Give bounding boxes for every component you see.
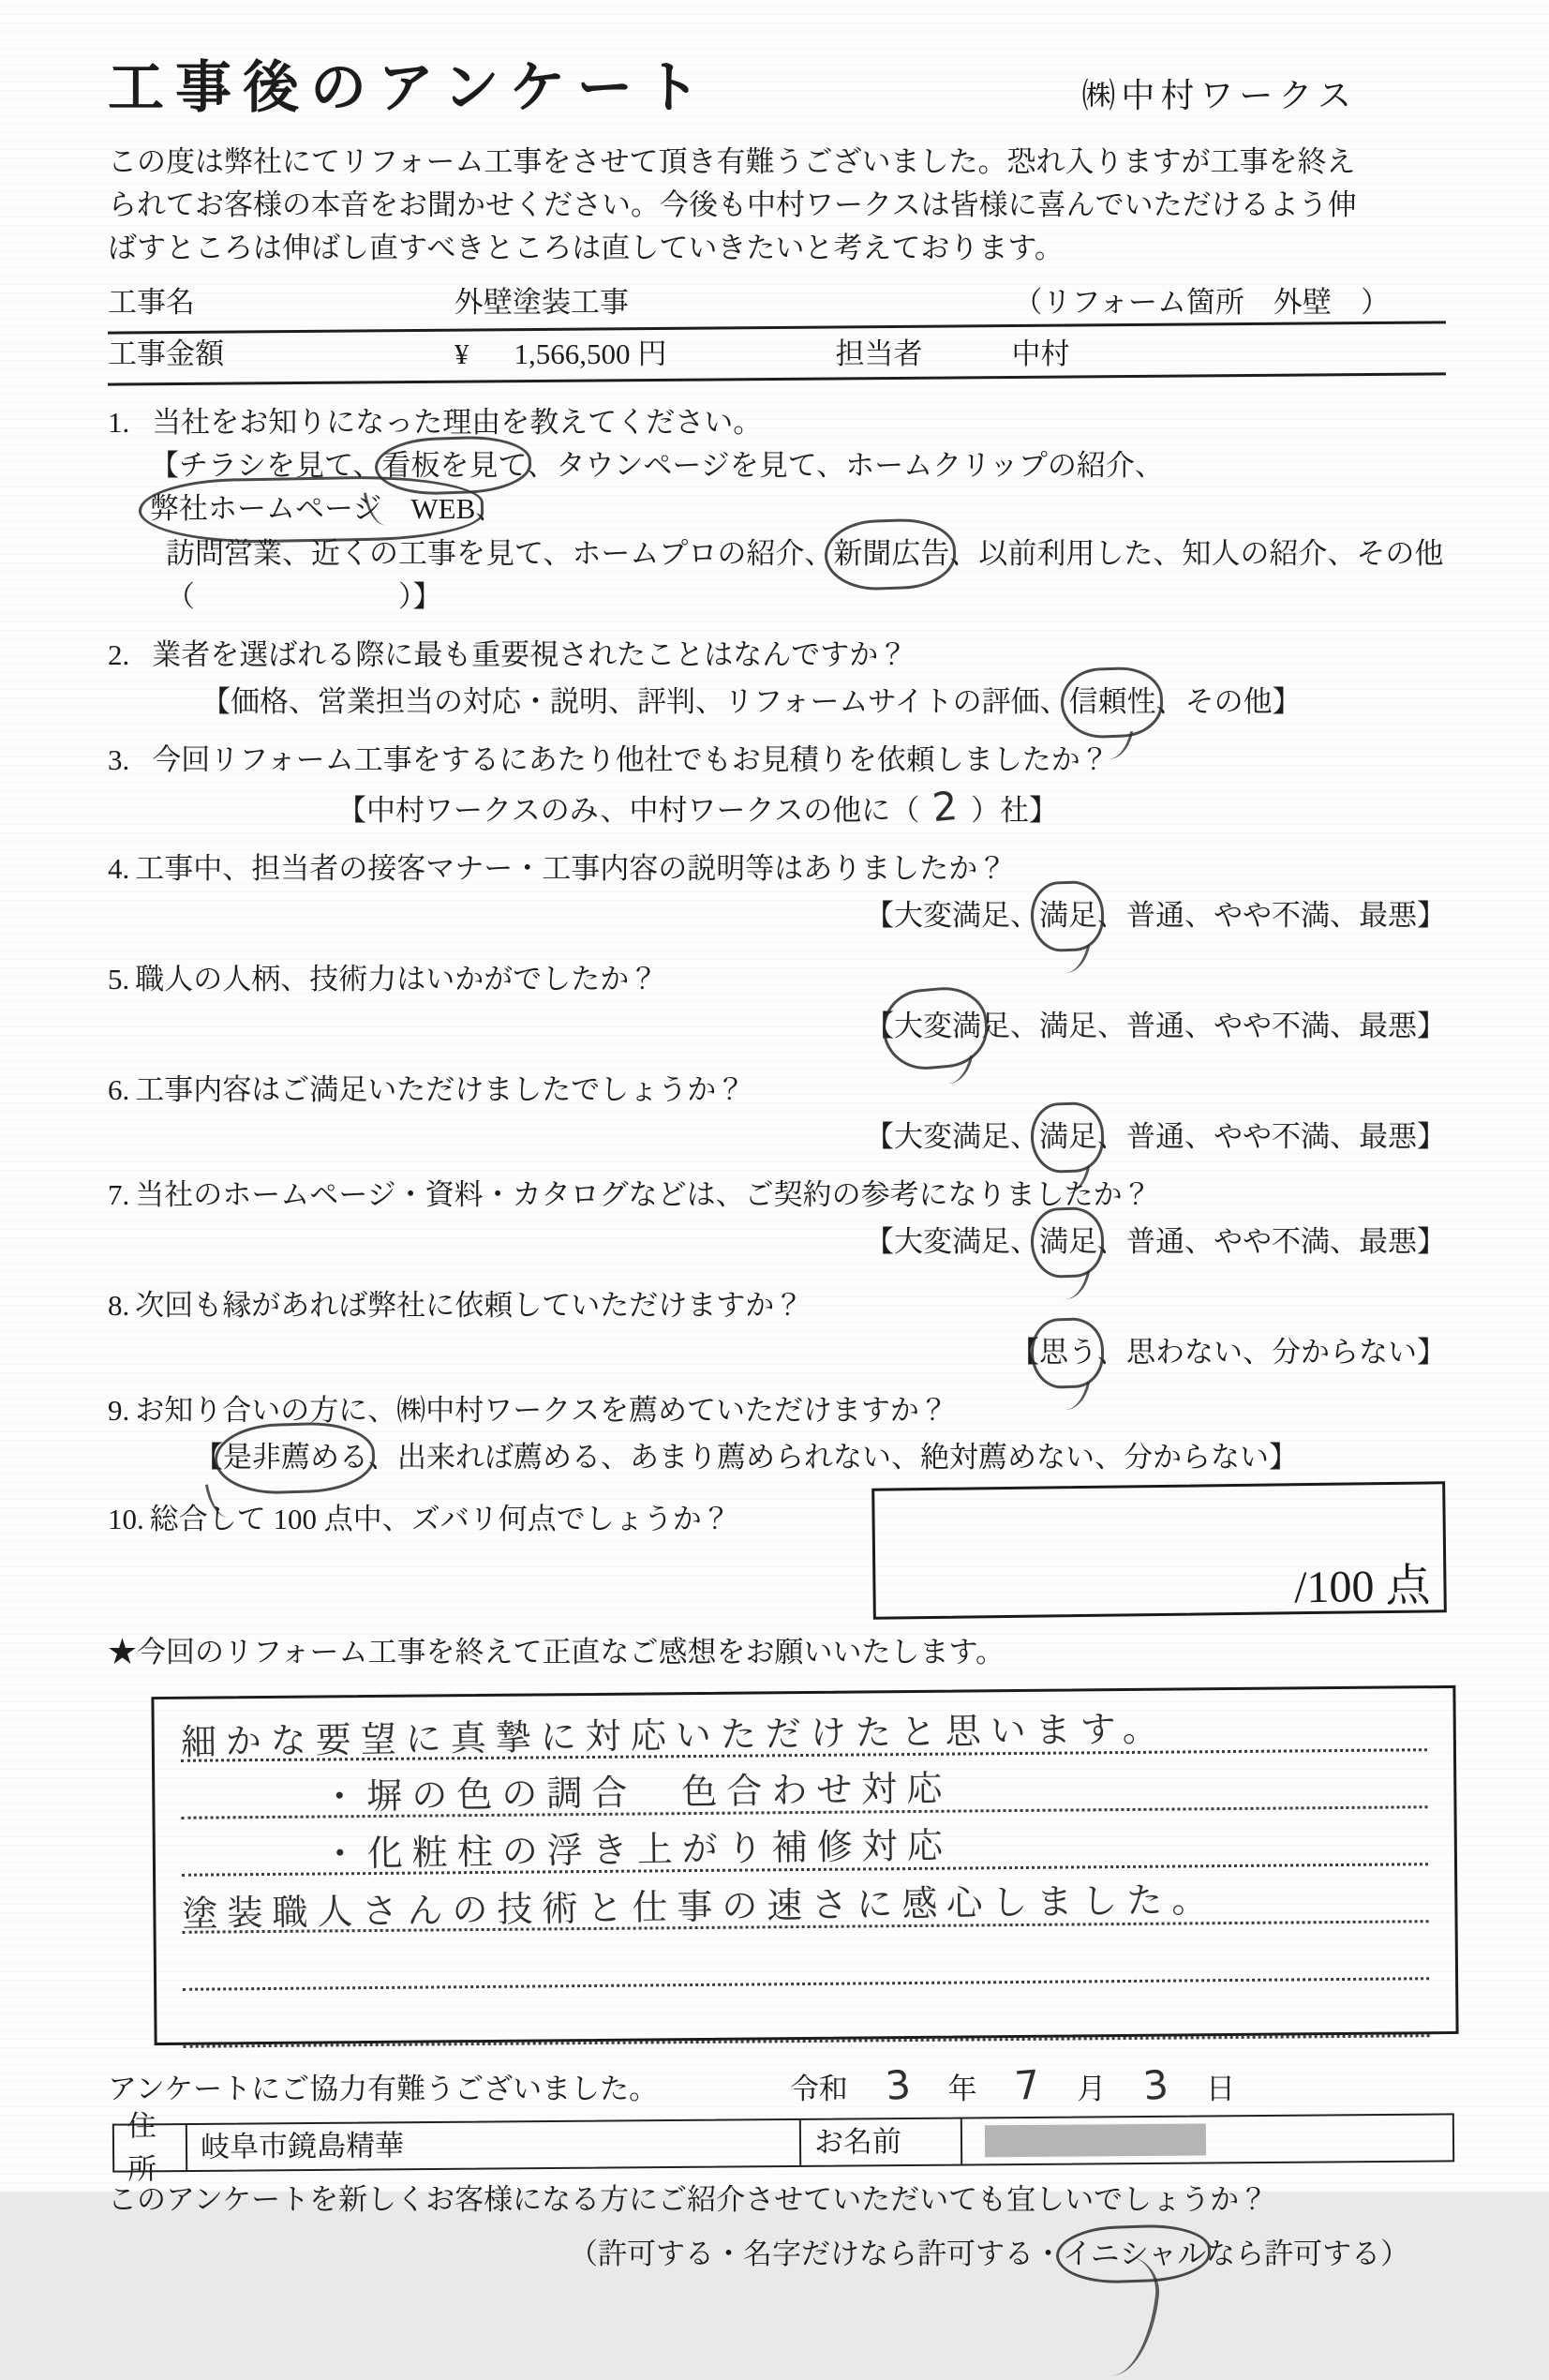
option-separator: ・ (1034, 2238, 1063, 2270)
reform-location-note: （リフォーム箇所 外壁 ） (1014, 281, 1390, 324)
option-label: 思う (1039, 1331, 1097, 1374)
staff-label: 担当者 (836, 333, 923, 376)
q2-number: 2. (108, 634, 129, 677)
option-label: あまり薦められない (630, 1441, 891, 1474)
option-separator: 、 (1184, 1010, 1214, 1042)
score-denominator: /100 点 (1294, 1564, 1431, 1609)
q7-text: 当社のホームページ・資料・カタログなどは、ご契約の参考になりましたか？ (135, 1174, 1151, 1217)
option[interactable] (311, 537, 572, 570)
option-label: 価格 (231, 685, 289, 718)
option[interactable] (1182, 537, 1356, 570)
q9-text: お知り合いの方に、㈱中村ワークスを薦めていただけますか？ (135, 1389, 948, 1432)
intro-line: ばすところは伸ばし直すべきところは直していきたいと考えております。 (108, 227, 1446, 270)
option[interactable] (179, 449, 381, 482)
option[interactable] (1272, 1336, 1417, 1369)
option-label: やや不満 (1214, 899, 1330, 932)
option-label: 普通 (1126, 1225, 1184, 1258)
contact-table (112, 2113, 1454, 2172)
project-name-label: 工事名 (108, 281, 454, 324)
q3-text: 今回リフォーム工事をするにあたり他社でもお見積りを依頼しましたか？ (152, 739, 1109, 782)
option-separator: 、 (1184, 899, 1214, 932)
bracket-open: 【 (201, 685, 231, 718)
option-label: 分からない (1124, 1441, 1269, 1474)
option[interactable] (724, 685, 1069, 718)
q8-text: 次回も縁があれば弊社に依頼していただけますか？ (135, 1284, 803, 1327)
q1-text: 当社をお知りになった理由を教えてください。 (152, 401, 762, 444)
intro-line: られてお客様の本音をお聞かせください。今後も中村ワークスは皆様に喜んでいただけるよう伸 (108, 184, 1446, 227)
q9-number: 9. (108, 1389, 129, 1432)
option[interactable] (845, 449, 1164, 482)
bracket-close: 】 (1417, 1336, 1446, 1369)
era-label: 令和 (790, 2068, 848, 2111)
option-label: 大変満足 (894, 1005, 1010, 1048)
option-separator: 、 (1184, 1120, 1214, 1153)
option-label: リフォームサイトの評価 (724, 685, 1040, 718)
option-separator: 、 (1010, 1010, 1039, 1042)
option[interactable] (381, 449, 556, 482)
option-label: 最悪 (1359, 1010, 1417, 1042)
option[interactable] (166, 537, 311, 570)
option-separator: 、 (1184, 1225, 1214, 1258)
q3-option-text[interactable]: 中村ワークスのみ、中村ワークスの他に（ (366, 794, 919, 827)
option-label: 弊社ホームページ WEB (150, 487, 475, 531)
page-title: 工事後のアンケート (108, 54, 711, 122)
handwritten-comment: ・化粧柱の浮き上がり補修対応 (182, 1827, 952, 1875)
address-label: 住所 (114, 2125, 187, 2171)
comments-box[interactable] (151, 1685, 1458, 2045)
q3-number: 3. (108, 739, 129, 782)
option-label: 満足 (1039, 894, 1097, 937)
option-separator: 、 (601, 1441, 630, 1474)
permission-options (108, 2233, 1446, 2276)
option-separator: 、 (1327, 537, 1356, 570)
option[interactable] (1124, 1441, 1269, 1474)
q4-number: 4. (108, 847, 129, 891)
option-label: 分からない (1272, 1336, 1417, 1369)
option-separator: 、 (1330, 1225, 1359, 1258)
option[interactable] (1126, 1120, 1214, 1153)
option[interactable] (1039, 1120, 1126, 1153)
bracket-close: 】 (1269, 1441, 1298, 1474)
option[interactable] (1126, 1225, 1214, 1258)
option-separator: 、 (282, 537, 311, 570)
redacted-name (985, 2123, 1206, 2157)
year-label: 年 (948, 2068, 977, 2111)
option[interactable] (598, 2238, 743, 2270)
option[interactable] (1359, 1120, 1417, 1153)
option[interactable] (894, 1120, 1039, 1153)
option-label: 是非薦める (223, 1436, 368, 1479)
option-separator: 、 (608, 685, 637, 718)
option-label: 大変満足 (894, 1225, 1010, 1258)
q9-options (108, 1436, 1446, 1479)
currency-symbol: ¥ (454, 333, 469, 376)
option-label: 名字だけなら許可する (743, 2238, 1034, 2270)
q3-options (108, 786, 1446, 832)
option[interactable] (1214, 1010, 1359, 1042)
option-label: ホームクリップの紹介 (845, 449, 1135, 482)
option[interactable] (1039, 1225, 1126, 1258)
option-label: チラシを見て (179, 449, 352, 482)
bracket-open: 【 (865, 899, 894, 932)
option[interactable] (1039, 1010, 1126, 1042)
question-6 (108, 1069, 1446, 1159)
option-label: 許可する (598, 2238, 714, 2270)
option-label: 最悪 (1359, 1225, 1417, 1258)
option[interactable] (630, 1441, 920, 1474)
option-separator: 、 (543, 537, 572, 570)
option[interactable] (1126, 1010, 1214, 1042)
option[interactable] (920, 1441, 1124, 1474)
question-9 (108, 1389, 1446, 1479)
month-value[interactable]: 7 (1000, 2062, 1055, 2110)
q3-option-text-end: ）社 (971, 794, 1029, 827)
option-separator: 、 (475, 492, 504, 525)
project-info (108, 281, 1446, 381)
option-separator: 、 (816, 449, 845, 482)
comment-line (182, 1808, 1428, 1877)
q1-options-line1 (108, 444, 1446, 531)
question-5 (108, 958, 1446, 1048)
year-value[interactable]: 3 (871, 2062, 926, 2110)
option[interactable] (572, 537, 833, 570)
option-separator: 、 (1040, 685, 1069, 718)
q5-options (108, 1005, 1446, 1048)
option-label: 訪問営業 (166, 537, 282, 570)
name-label: お名前 (801, 2119, 962, 2165)
option-separator: 、 (1135, 449, 1164, 482)
q5-number: 5. (108, 958, 129, 1001)
handwritten-comment: 塗装職人さんの技術と仕事の速さに感心しました。 (182, 1881, 1216, 1933)
option-label: 最悪 (1359, 899, 1417, 932)
question-3 (108, 739, 1446, 832)
option-label: 新聞広告 (833, 532, 949, 576)
project-name-row (108, 281, 1446, 324)
option-separator: 、 (1097, 899, 1126, 932)
comment-line (183, 1980, 1429, 2048)
option-label: やや不満 (1214, 1120, 1330, 1153)
footer-thanks-row (108, 2064, 1446, 2111)
day-label: 日 (1206, 2068, 1235, 2111)
q6-options (108, 1115, 1446, 1159)
option-separator: 、 (1095, 1441, 1124, 1474)
option-separator: 、 (289, 685, 318, 718)
question-1 (108, 401, 1446, 619)
company-name: ㈱中村ワークス (1081, 74, 1357, 117)
option[interactable] (1039, 1336, 1126, 1369)
option-label: 知人の紹介 (1182, 537, 1327, 570)
bracket-close: 】 (1273, 685, 1302, 718)
option[interactable] (223, 1441, 397, 1474)
option[interactable] (894, 1225, 1039, 1258)
option-separator: 、 (891, 1441, 920, 1474)
option-label: 満足 (1039, 1220, 1097, 1264)
option-label: 満足 (1039, 1115, 1097, 1159)
option-separator: 、 (695, 685, 724, 718)
project-name-value: 外壁塗装工事 (454, 281, 629, 324)
option-separator: 、 (368, 1441, 397, 1474)
bracket-open: 【 (865, 1225, 894, 1258)
bracket-open: 【 (194, 1441, 223, 1474)
bracket-close: 】 (1417, 899, 1446, 932)
option-label: イニシャル (1063, 2233, 1206, 2276)
bracket-close: 】 (413, 580, 442, 613)
option-separator: 、 (1330, 1120, 1359, 1153)
bracket-open: 【 (865, 1120, 894, 1153)
option-label: その他 (1185, 685, 1273, 718)
option-separator: 、 (949, 537, 978, 570)
option-label: ホームプロの紹介 (572, 537, 804, 570)
option-label: 満足 (1039, 1010, 1097, 1042)
q4-options (108, 894, 1446, 937)
day-value[interactable]: 3 (1128, 2062, 1184, 2110)
option-label: やや不満 (1214, 1225, 1330, 1258)
date-block (790, 2064, 1235, 2111)
option-separator: 、 (804, 537, 833, 570)
bracket-open: 【 (337, 794, 366, 827)
option-label: その他（ ） (166, 537, 1443, 613)
amount-label: 工事金額 (108, 333, 454, 376)
option-label: 思わない (1126, 1336, 1243, 1369)
intro-line: この度は弊社にてリフォーム工事をさせて頂き有難うございました。恐れ入りますが工事を終え (108, 141, 1446, 184)
option[interactable] (1359, 899, 1417, 932)
option-separator: 、 (1097, 1225, 1126, 1258)
permission-question: このアンケートを新しくお客様になる方にご紹介させていただいても宜しいでしょうか？ (108, 2178, 1446, 2222)
option-label: 大変満足 (894, 899, 1010, 932)
option[interactable] (637, 685, 724, 718)
q10-number: 10. (108, 1498, 144, 1541)
address-value[interactable]: 岐阜市鏡島精華 (187, 2120, 801, 2170)
option-separator: 、 (1330, 899, 1359, 932)
header (108, 54, 1446, 122)
option[interactable] (318, 685, 637, 718)
option-label: 普通 (1126, 1120, 1184, 1153)
q7-options (108, 1220, 1446, 1264)
option-label: タウンページを見て (556, 449, 816, 482)
option[interactable] (1069, 685, 1185, 718)
amount-value: 1,566,500 (514, 333, 631, 376)
option[interactable] (556, 449, 845, 482)
option-separator: 、 (1243, 1336, 1272, 1369)
bracket-close: 】 (1417, 1120, 1446, 1153)
intro-paragraph (108, 141, 1446, 270)
q2-options (108, 681, 1446, 724)
option-separator: 、 (527, 449, 556, 482)
handwritten-comment: 細かな要望に真摯に対応いただけたと思います。 (181, 1711, 1168, 1762)
option-label: 出来れば薦める (397, 1441, 601, 1474)
question-10 (108, 1498, 1446, 1616)
option[interactable] (150, 492, 504, 525)
option-separator: 、 (1097, 1010, 1126, 1042)
comments-prompt: ★今回のリフォーム工事を終えて正直なご感想をお願いいたします。 (108, 1631, 1446, 1674)
option[interactable] (1063, 2238, 1206, 2270)
option[interactable] (1206, 2238, 1380, 2270)
option[interactable] (1185, 685, 1273, 718)
q7-number: 7. (108, 1174, 129, 1217)
option-label: 営業担当の対応・説明 (318, 685, 608, 718)
staff-value: 中村 (1012, 333, 1070, 376)
comment-line (180, 1694, 1426, 1762)
bracket-close: 】 (1417, 1225, 1446, 1258)
option-label: やや不満 (1214, 1010, 1330, 1042)
option[interactable] (833, 537, 978, 570)
project-amount-row (108, 333, 1446, 376)
comment-line (181, 1751, 1427, 1819)
q8-options (108, 1331, 1446, 1374)
option-label: 普通 (1126, 1010, 1184, 1042)
option-label: 信頼性 (1069, 681, 1156, 724)
name-value[interactable] (962, 2115, 1452, 2163)
amount-unit: 円 (638, 333, 667, 376)
option-separator: 、 (1010, 899, 1039, 932)
q4-text: 工事中、担当者の接客マナー・工事内容の説明等はありましたか？ (135, 847, 1006, 891)
option-label: 近くの工事を見て (311, 537, 543, 570)
comment-line (182, 1865, 1428, 1934)
option-separator: 、 (352, 449, 381, 482)
option-label: 絶対薦めない (920, 1441, 1095, 1474)
option-separator: 、 (1010, 1120, 1039, 1153)
q8-number: 8. (108, 1284, 129, 1327)
option[interactable] (978, 537, 1182, 570)
q1-number: 1. (108, 401, 129, 444)
bracket-open: 【 (150, 449, 179, 482)
option[interactable] (231, 685, 318, 718)
option-label: 最悪 (1359, 1120, 1417, 1153)
option[interactable] (397, 1441, 630, 1474)
bracket-open: 【 (1010, 1336, 1039, 1369)
q6-number: 6. (108, 1069, 129, 1112)
option[interactable] (1214, 899, 1359, 932)
option-label: 普通 (1126, 899, 1184, 932)
option[interactable] (1126, 899, 1214, 932)
q1-options-line2 (108, 532, 1446, 619)
option-label: なら許可する (1206, 2238, 1380, 2270)
option-separator: 、 (1010, 1225, 1039, 1258)
thanks-text: アンケートにご協力有難うございました。 (108, 2068, 658, 2111)
bracket-close: 】 (1029, 794, 1058, 827)
bracket-close: 】 (1417, 1010, 1446, 1042)
question-8 (108, 1284, 1446, 1374)
option-separator: 、 (1097, 1120, 1126, 1153)
question-2 (108, 634, 1446, 724)
question-4 (108, 847, 1446, 937)
option-separator: ・ (714, 2238, 743, 2270)
paren-open: （ (569, 2238, 598, 2270)
q6-text: 工事内容はご満足いただけましたでしょうか？ (135, 1069, 745, 1112)
question-7 (108, 1174, 1446, 1264)
option[interactable] (1214, 1120, 1359, 1153)
month-label: 月 (1077, 2068, 1106, 2111)
q10-text: 総合して 100 点中、ズバリ何点でしょうか？ (150, 1498, 731, 1541)
score-box[interactable] (871, 1481, 1447, 1619)
option-label: 以前利用した (978, 537, 1153, 570)
option[interactable] (894, 1010, 1039, 1042)
q3-handwritten-count[interactable]: 2 (917, 784, 973, 831)
q5-text: 職人の人柄、技術力はいかがでしたか？ (135, 958, 658, 1001)
option-label: 評判 (637, 685, 695, 718)
handwritten-comment: ・塀の色の調合 色合わせ対応 (181, 1770, 951, 1818)
option-separator: 、 (1330, 1010, 1359, 1042)
option[interactable] (1359, 1225, 1417, 1258)
option[interactable] (1359, 1010, 1417, 1042)
option[interactable] (743, 2238, 1063, 2270)
option-separator: 、 (1153, 537, 1182, 570)
option-separator: 、 (1156, 685, 1185, 718)
comment-line (183, 1923, 1429, 1991)
option[interactable] (894, 899, 1039, 932)
option[interactable] (1214, 1225, 1359, 1258)
option-label: 大変満足 (894, 1120, 1010, 1153)
option[interactable] (1126, 1336, 1272, 1369)
bracket-open: 【 (865, 1010, 894, 1042)
paren-close: ） (1380, 2238, 1409, 2270)
option[interactable] (1039, 899, 1126, 932)
option-label: 看板を見て (381, 444, 527, 487)
q2-text: 業者を選ばれる際に最も重要視されたことはなんですか？ (152, 634, 907, 677)
option-separator: 、 (1097, 1336, 1126, 1369)
